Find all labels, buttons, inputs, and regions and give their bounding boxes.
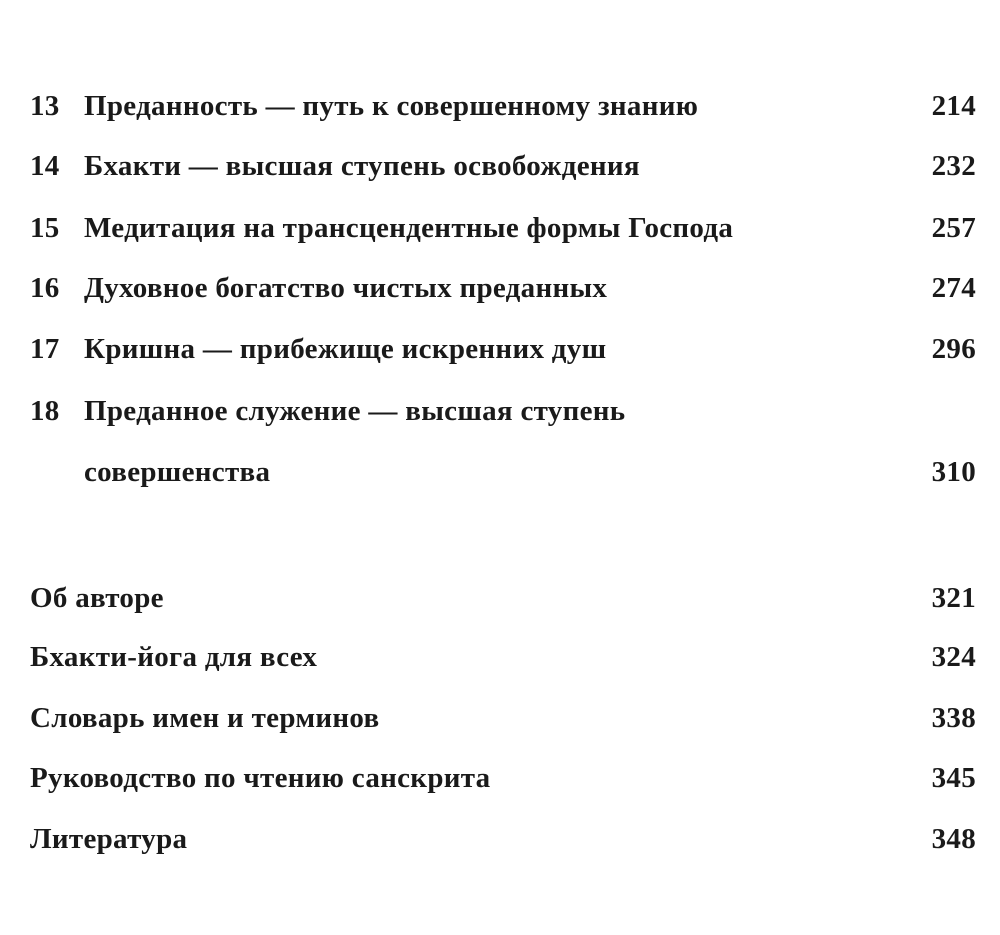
page-number: 345 xyxy=(931,762,976,794)
chapter-number: 15 xyxy=(30,212,60,244)
page-number: 214 xyxy=(931,90,976,122)
page-number: 274 xyxy=(931,272,976,304)
toc-entry-chapter-16[interactable] xyxy=(0,268,1000,308)
section-title: Литература xyxy=(30,823,188,855)
chapter-title-continuation: совершенства xyxy=(84,456,271,488)
toc-entry-chapter-17[interactable] xyxy=(0,329,1000,369)
toc-entry-sanskrit-guide[interactable] xyxy=(0,758,1000,798)
toc-entry-about-author[interactable] xyxy=(0,578,1000,618)
toc-entry-glossary[interactable] xyxy=(0,698,1000,738)
toc-entry-chapter-18-continuation[interactable] xyxy=(0,452,1000,492)
page-number: 338 xyxy=(931,702,976,734)
chapter-title: Духовное богатство чистых преданных xyxy=(84,272,608,304)
section-title: Бхакти-йога для всех xyxy=(30,641,318,673)
page-number: 324 xyxy=(931,641,976,673)
chapter-title: Преданное служение — высшая ступень xyxy=(84,395,626,427)
chapter-number: 16 xyxy=(30,272,60,304)
page-number: 310 xyxy=(931,456,976,488)
toc-entry-bhakti-yoga-for-all[interactable] xyxy=(0,637,1000,677)
chapter-number: 13 xyxy=(30,90,60,122)
toc-entry-chapter-14[interactable] xyxy=(0,146,1000,186)
section-title: Об авторе xyxy=(30,582,164,614)
chapter-number: 14 xyxy=(30,150,60,182)
page-number: 232 xyxy=(931,150,976,182)
page-number: 348 xyxy=(931,823,976,855)
page-number: 257 xyxy=(931,212,976,244)
section-title: Словарь имен и терминов xyxy=(30,702,380,734)
chapter-number: 17 xyxy=(30,333,60,365)
toc-entry-literature[interactable] xyxy=(0,819,1000,859)
toc-entry-chapter-13[interactable] xyxy=(0,86,1000,126)
page-number: 296 xyxy=(931,333,976,365)
toc-entry-chapter-18[interactable] xyxy=(0,391,1000,431)
chapter-title: Бхакти — высшая ступень освобождения xyxy=(84,150,640,182)
chapter-title: Медитация на трансцендентные формы Господа xyxy=(84,212,734,244)
page-number: 321 xyxy=(931,582,976,614)
chapter-title: Преданность — путь к совершенному знанию xyxy=(84,90,699,122)
chapter-number: 18 xyxy=(30,395,60,427)
toc-entry-chapter-15[interactable] xyxy=(0,208,1000,248)
section-title: Руководство по чтению санскрита xyxy=(30,762,491,794)
chapter-title: Кришна — прибежище искренних душ xyxy=(84,333,607,365)
